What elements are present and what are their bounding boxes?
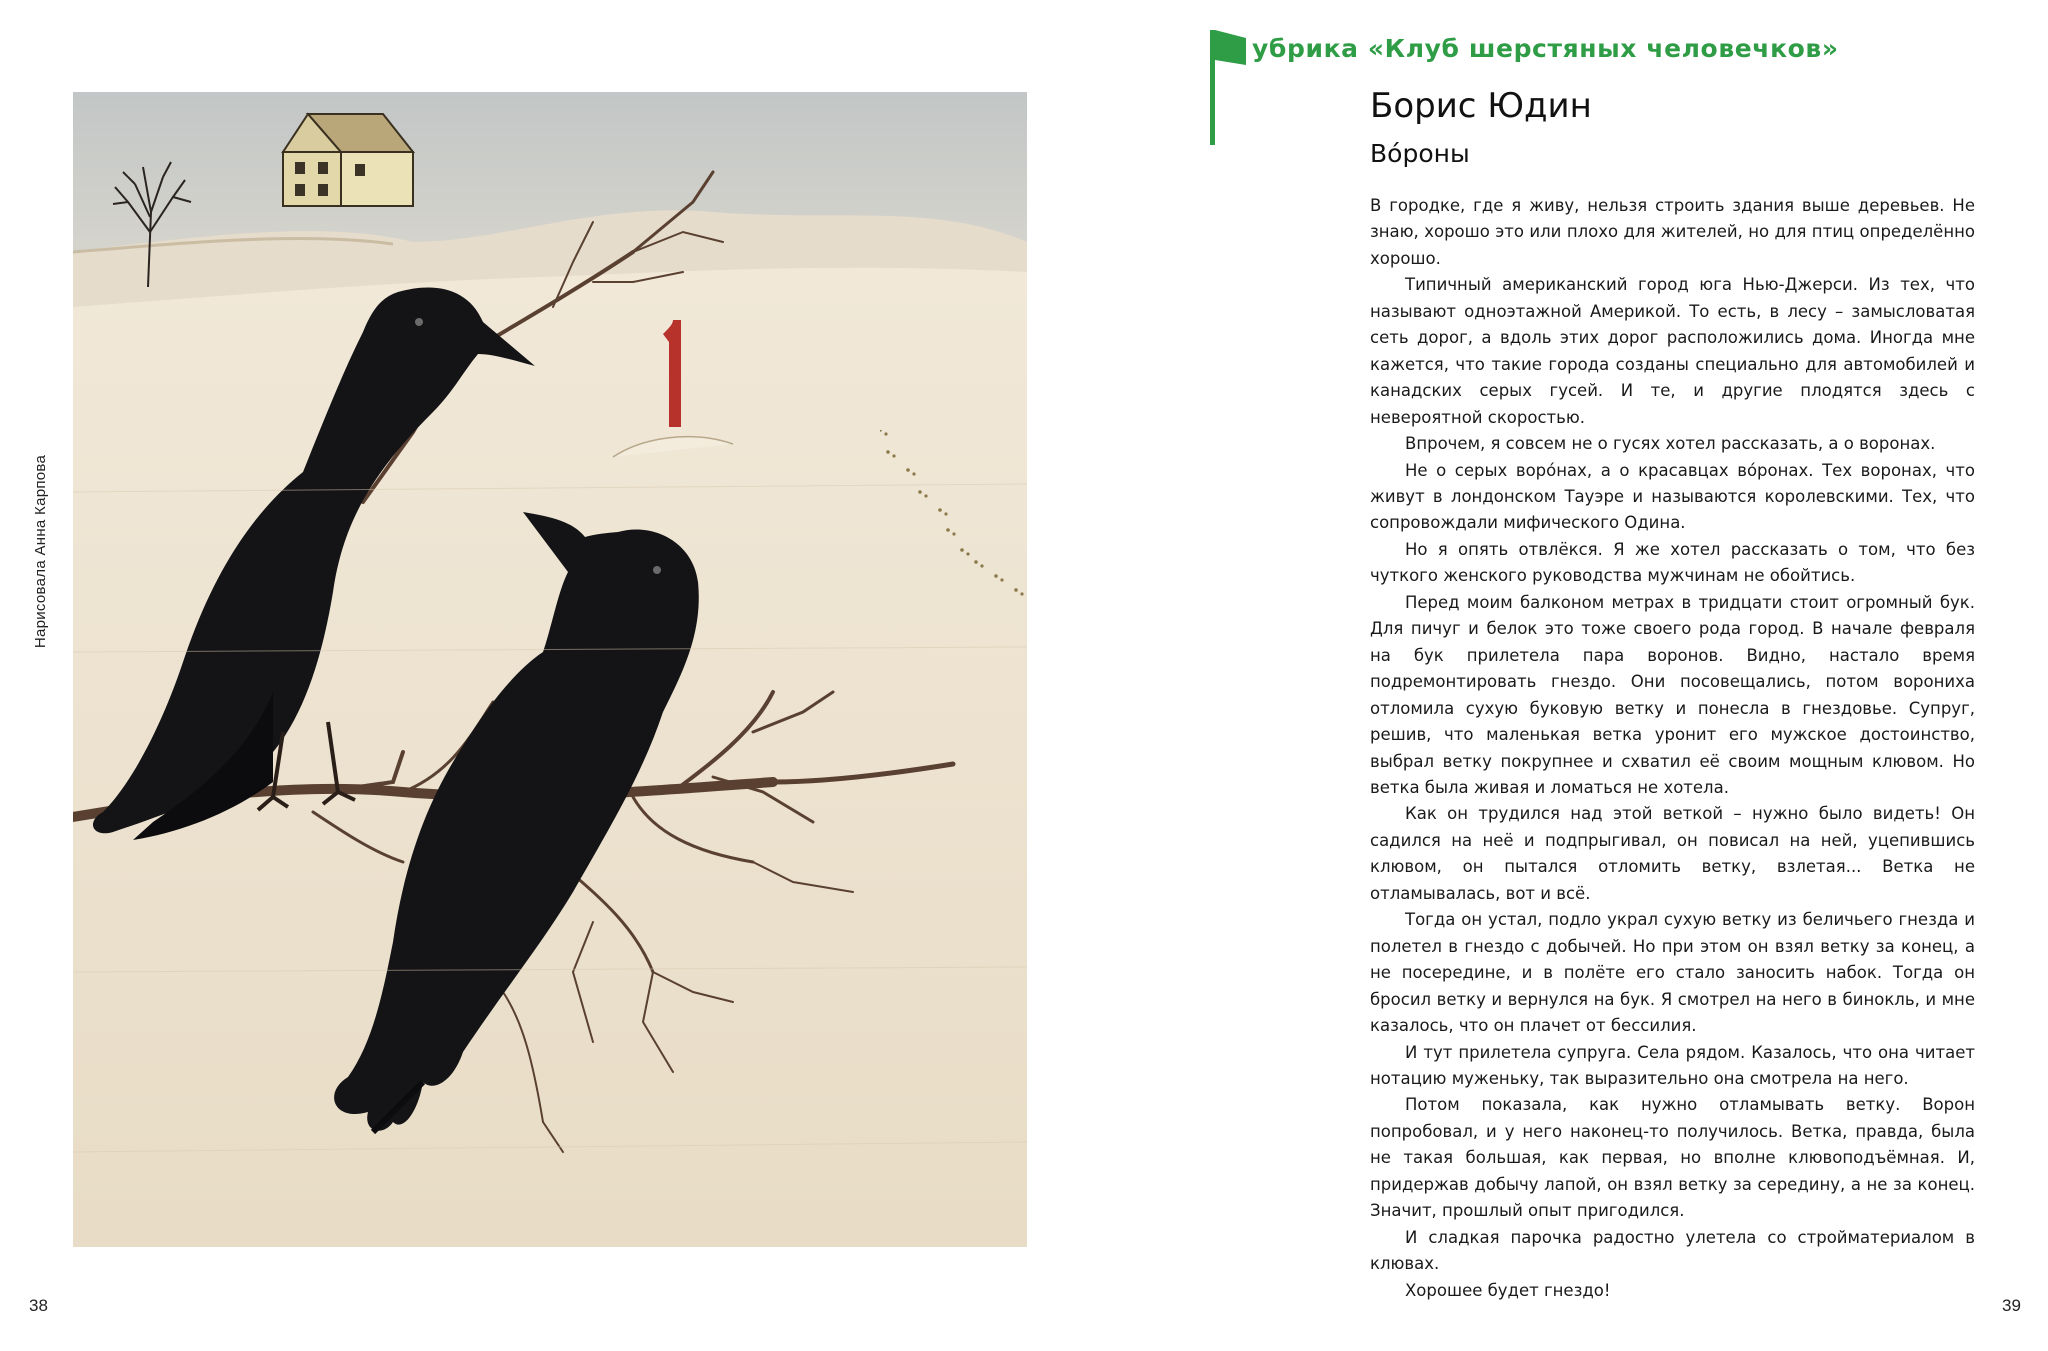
story-paragraph: И тут прилетела супруга. Села рядом. Казалось, что она читает нотацию муженьку, так выразительно она смотрела на него. [1370,1042,1975,1088]
page-number-left: 38 [29,1296,48,1315]
credit-text: Нарисовала Анна Карпова [32,454,50,648]
bird-footprints [880,430,1180,630]
story-paragraph: Тогда он устал, подло украл сухую ветку из беличьего гнезда и полетел в гнездо с добычей. Но при этом он взял ветку за конец, а не посередине, и в полёте его стало заносить набок. Тогда он бросил ветку и вернулся на бук. Я смотрел на него в бинокль, и мне казалось, что он плачет от бессилия. [1370,910,1975,1036]
story-paragraph: Типичный американский город юга Нью-Джерси. Из тех, что называют одноэтажной Америкой. То есть, в лесу – замысловатая сеть дорог, а вдоль этих дорог расположились дома. Иногда мне кажется, что такие города созданы специально для автомобилей и канадских серых гусей. И те, и другие плодятся здесь с невероятной скоростью. [1370,275,1975,427]
story-paragraph: И сладкая парочка радостно улетела со стройматериалом в клювах. [1370,1227,1975,1274]
painting-svg [73,92,1027,1247]
page-number-right: 39 [2002,1296,2021,1315]
crows-illustration [73,92,1027,1247]
story-paragraph: Потом показала, как нужно отламывать ветку. Ворон попробовал, и у него наконец-то получилось. Ветка, правда, была не такая большая, как первая, но вполне клювоподъёмная. И, придержав добычу лапой, он взял ветку за середину, а не за конец. Значит, прошлый опыт пригодился. [1370,1095,1975,1221]
story-paragraph: Но я опять отвлёкся. Я же хотел рассказать о том, что без чуткого женского руководства мужчинам не обойтись. [1370,539,1975,586]
story-title: Во́роны [1370,139,1470,168]
story-paragraph: Перед моим балконом метрах в тридцати стоит огромный бук. Для пичуг и белок это тоже своего рода город. В начале февраля на бук прилетела пара воронов. Видно, настало время подремонтировать гнездо. Они посовещались, потом ворониха отломила сухую буковую ветку и понесла в гнездовье. Супруг, решив, что маленькая ветка уронит его мужское достоинство, выбрал ветку покрупнее и схватил её своим мощным клювом. Но ветка была живая и ломаться не хотела. [1370,592,1975,797]
story-body [1370,193,1975,1304]
story-paragraph: Хорошее будет гнездо! [1405,1280,1611,1300]
illustration-credit [26,436,56,666]
story-paragraph: Впрочем, я совсем не о гусях хотел рассказать, а о воронах. [1405,434,1936,454]
story-paragraph: В городке, где я живу, нельзя строить здания выше деревьев. Не знаю, хорошо это или плохо для жителей, но для птиц определённо хорошо. [1370,196,1975,268]
house [283,114,413,206]
rubric-heading: убрика «Клуб шерстяных человечков» [1252,34,1839,63]
rubric-flag-icon [1210,30,1246,145]
story-paragraph: Как он трудился над этой веткой – нужно было видеть! Он садился на неё и подпрыгивал, он повисал на ней, уцепившись клювом, он пытался отломить ветку, взлетая... Ветка не отламывалась, вот и всё. [1370,804,1975,903]
story-paragraph: Не о серых воро́нах, а о красавцах во́ронах. Тех воронах, что живут в лондонском Тауэре и называются королевскими. Тех, что сопровождали мифического Одина. [1370,460,1975,533]
author-name: Борис Юдин [1370,86,1592,126]
